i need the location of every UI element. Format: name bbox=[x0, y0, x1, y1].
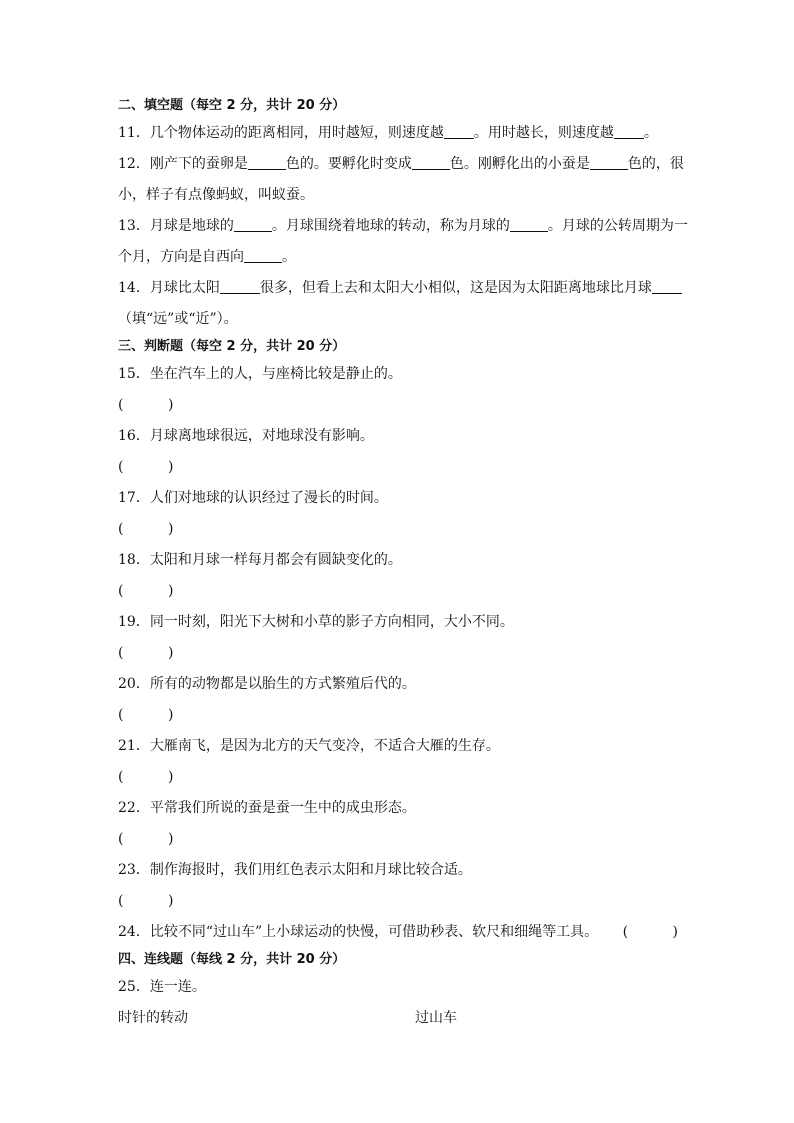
answer-parentheses[interactable]: ( ) bbox=[118, 397, 174, 413]
question-17: 17．人们对地球的认识经过了漫长的时间。 bbox=[118, 490, 388, 506]
answer-blank[interactable] bbox=[412, 155, 450, 170]
answer-blank[interactable] bbox=[234, 217, 272, 232]
answer-blank[interactable] bbox=[510, 217, 548, 232]
answer-parentheses[interactable]: ( ) bbox=[118, 769, 174, 785]
answer-blank[interactable] bbox=[614, 124, 644, 139]
question-14-cont: （填“远”或“近”）。 bbox=[118, 311, 238, 327]
answer-parentheses[interactable]: ( ) bbox=[118, 583, 174, 599]
answer-blank[interactable] bbox=[590, 155, 628, 170]
match-right-item[interactable]: 过山车 bbox=[415, 1010, 457, 1026]
answer-parentheses[interactable]: ( ) bbox=[118, 893, 174, 909]
question-24: 24．比较不同“过山车”上小球运动的快慢，可借助秒表、软尺和细绳等工具。 ( ) bbox=[118, 917, 678, 948]
question-16: 16．月球离地球很远，对地球没有影响。 bbox=[118, 428, 374, 444]
match-row bbox=[118, 1003, 678, 1034]
question-22: 22．平常我们所说的蚕是蚕一生中的成虫形态。 bbox=[118, 800, 416, 816]
match-left-item[interactable]: 时针的转动 bbox=[118, 1010, 188, 1026]
question-13-cont: 个月，方向是自西向 。 bbox=[118, 249, 296, 265]
question-12-cont: 小，样子有点像蚂蚁，叫蚁蚕。 bbox=[118, 187, 314, 203]
question-23: 23．制作海报时，我们用红色表示太阳和月球比较合适。 bbox=[118, 862, 472, 878]
answer-parentheses[interactable]: ( ) bbox=[118, 459, 174, 475]
answer-parentheses[interactable]: ( ) bbox=[118, 645, 174, 661]
answer-parentheses[interactable]: ( ) bbox=[118, 521, 174, 537]
exam-page bbox=[118, 94, 688, 1034]
answer-blank[interactable] bbox=[248, 155, 286, 170]
answer-parentheses[interactable]: ( ) bbox=[118, 831, 174, 847]
section-fill-title: 二、填空题（每空 2 分，共计 20 分） bbox=[118, 98, 346, 113]
question-11: 11．几个物体运动的距离相同，用时越短，则速度越 。用时越长，则速度越 。 bbox=[118, 125, 658, 141]
answer-blank[interactable] bbox=[652, 279, 682, 294]
answer-blank[interactable] bbox=[220, 279, 260, 294]
question-12: 12．刚产下的蚕卵是 色的。要孵化时变成 色。刚孵化出的小蚕是 色的，很 bbox=[118, 156, 684, 172]
question-18: 18．太阳和月球一样每月都会有圆缺变化的。 bbox=[118, 552, 402, 568]
question-14: 14．月球比太阳 很多，但看上去和太阳大小相似，这是因为太阳距离地球比月球 bbox=[118, 273, 678, 304]
question-15: 15．坐在汽车上的人，与座椅比较是静止的。 bbox=[118, 366, 402, 382]
question-25: 25．连一连。 bbox=[118, 979, 206, 995]
question-20: 20．所有的动物都是以胎生的方式繁殖后代的。 bbox=[118, 676, 416, 692]
section-judge-title: 三、判断题（每空 2 分，共计 20 分） bbox=[118, 339, 346, 354]
answer-parentheses[interactable]: ( ) bbox=[118, 707, 174, 723]
section-match-title: 四、连线题（每线 2 分，共计 20 分） bbox=[118, 952, 346, 967]
answer-blank[interactable] bbox=[244, 248, 282, 263]
question-21: 21．大雁南飞，是因为北方的天气变冷，不适合大雁的生存。 bbox=[118, 738, 500, 754]
question-19: 19．同一时刻，阳光下大树和小草的影子方向相同，大小不同。 bbox=[118, 614, 514, 630]
question-13: 13．月球是地球的 。月球围绕着地球的转动，称为月球的 。月球的公转周期为一 bbox=[118, 218, 688, 234]
answer-blank[interactable] bbox=[444, 124, 474, 139]
answer-parentheses[interactable]: ( ) bbox=[622, 924, 678, 940]
